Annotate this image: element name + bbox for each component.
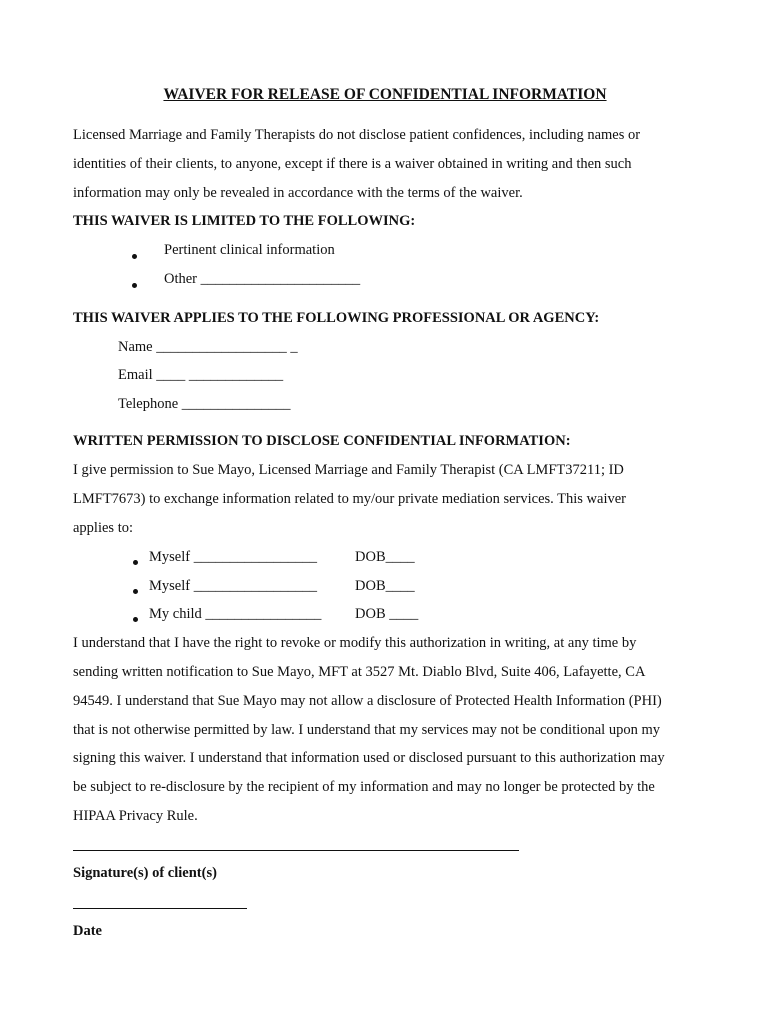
- limited-item-other: Other ______________________: [164, 271, 361, 287]
- myself-field-2[interactable]: Myself _________________: [149, 578, 317, 594]
- dob-field-3[interactable]: DOB ____: [355, 606, 419, 622]
- understand-line-5: signing this waiver. I understand that information used or disclosed pursuant to this authorization may: [73, 750, 665, 766]
- intro-line-1: Licensed Marriage and Family Therapists do not disclose patient confidences, including names or: [73, 127, 641, 143]
- understand-line-1: I understand that I have the right to revoke or modify this authorization in writing, at any time by: [73, 635, 637, 651]
- date-line[interactable]: [73, 908, 247, 909]
- understand-line-7: HIPAA Privacy Rule.: [73, 808, 198, 824]
- child-field[interactable]: My child ________________: [149, 606, 322, 622]
- limited-heading: THIS WAIVER IS LIMITED TO THE FOLLOWING:: [73, 213, 416, 229]
- bullet-icon: [132, 277, 137, 294]
- intro-line-2: identities of their clients, to anyone, except if there is a waiver obtained in writing and then such: [73, 156, 632, 172]
- name-field[interactable]: Name __________________ _: [118, 339, 298, 355]
- signature-label: Signature(s) of client(s): [73, 865, 217, 881]
- permission-line-3: applies to:: [73, 520, 134, 536]
- bullet-icon: [133, 583, 138, 600]
- email-field[interactable]: Email ____ _____________: [118, 367, 284, 383]
- signature-line[interactable]: [73, 850, 519, 851]
- understand-line-3: 94549. I understand that Sue Mayo may not allow a disclosure of Protected Health Information (PHI): [73, 693, 662, 709]
- permission-line-2: LMFT7673) to exchange information related to my/our private mediation services. This waiver: [73, 491, 626, 507]
- permission-heading: WRITTEN PERMISSION TO DISCLOSE CONFIDENTIAL INFORMATION:: [73, 433, 571, 449]
- dob-field-1[interactable]: DOB____: [355, 549, 415, 565]
- dob-field-2[interactable]: DOB____: [355, 578, 415, 594]
- understand-line-4: that is not otherwise permitted by law. I understand that my services may not be conditional upon my: [73, 722, 660, 738]
- date-label: Date: [73, 923, 102, 939]
- document-title: WAIVER FOR RELEASE OF CONFIDENTIAL INFORMATION: [163, 86, 607, 103]
- bullet-icon: [133, 611, 138, 628]
- understand-line-6: be subject to re-disclosure by the recipient of my information and may no longer be protected by the: [73, 779, 655, 795]
- intro-line-3: information may only be revealed in accordance with the terms of the waiver.: [73, 185, 523, 201]
- telephone-field[interactable]: Telephone _______________: [118, 396, 291, 412]
- permission-line-1: I give permission to Sue Mayo, Licensed Marriage and Family Therapist (CA LMFT37211; ID: [73, 462, 624, 478]
- understand-line-2: sending written notification to Sue Mayo, MFT at 3527 Mt. Diablo Blvd, Suite 406, Lafayette, CA: [73, 664, 646, 680]
- limited-item-clinical: Pertinent clinical information: [164, 242, 335, 258]
- bullet-icon: [132, 248, 137, 265]
- applies-heading: THIS WAIVER APPLIES TO THE FOLLOWING PROFESSIONAL OR AGENCY:: [73, 310, 600, 326]
- myself-field-1[interactable]: Myself _________________: [149, 549, 317, 565]
- bullet-icon: [133, 554, 138, 571]
